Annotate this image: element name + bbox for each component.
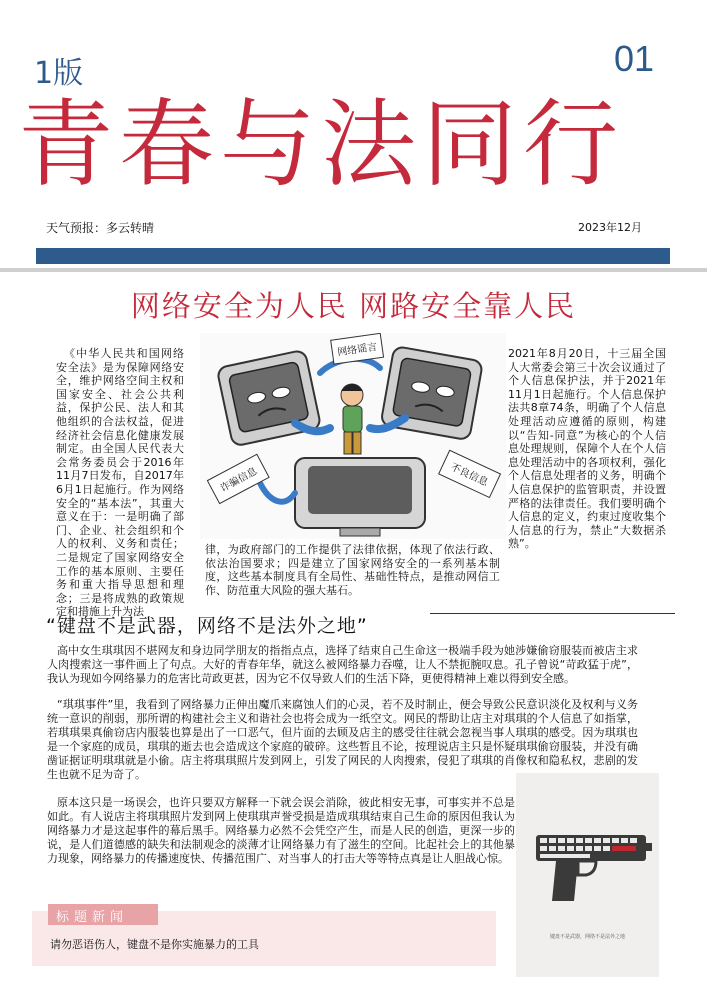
header-divider-line	[0, 268, 707, 272]
article-column-right: 2021年8月20日，十三届全国人大常委会第三十次会议通过了个人信息保护法，并于2021年11月1日起施行。个人信息保护法共8章74条，明确了个人信息处理活动应遵循的原则，构建以“告知-同意”为核心的个人信息处理规则，保障个人在个人信息处理活动中的各项权利，强化个人信息处理者的义务，明确个人信息保护的监管职责，并设置严格的法律责任。我们要明确个人信息的定义，约束过度收集个人信息的行为，禁止“大数据杀熟”。	[508, 347, 666, 551]
article-headline: 网络安全为人民 网路安全靠人民	[130, 289, 577, 323]
newspaper-title: 青春与法同行	[18, 90, 625, 200]
headline-news-text: 请勿恶语伤人，键盘不是你实施暴力的工具	[50, 938, 259, 951]
headline-news-tag-label: 标题新闻	[56, 910, 129, 925]
feature-paragraph-2: “琪琪事件”里，我看到了网络暴力正伸出魔爪来腐蚀人们的心灵，若不及时制止，便会导致公民意识淡化及权利与义务统一意识的削弱，那所谓的构建社会主义和谐社会也将会成为一纸空文。网民的帮助让店主对琪琪的个人信息了如指掌，若琪琪果真偷窃店内服装也算是出了一口恶气，但片面的去顾及店主的感受往往就会忽视当事人琪琪的感受。因为琪琪也是一个家庭的成员，琪琪的逝去也会造成这个家庭的破碎。这些暂且不论，按理说店主只是怀疑琪琪偷窃服装，并没有确凿证据证明琪琪就是小偷。店主将琪琪照片发到网上，引发了网民的人肉搜索，侵犯了琪琪的肖像权和隐私权，悲剧的发生也就不足为奇了。	[47, 698, 638, 781]
cartoon-illustration	[200, 333, 506, 539]
keyboard-gun-icon	[516, 773, 659, 977]
article-column-left: 《中华人民共和国网络安全法》是为保障网络安全，维护网络空间主权和国家安全、社会公共利益，保护公民、法人和其他组织的合法权益，促进经济社会信息化健康发展制定。由全国人民代表大会常务委员会于2016年11月7日发布，自2017年6月1日起施行。作为网络安全的“基本法”，其重大意义在于：一是明确了部门、企业、社会组织和个人的权利、义务和责任；二是规定了国家网络安全工作的基本原则、主要任务和重大指导思想和理念；三是将成熟的政策规定和措施上升为法	[56, 347, 184, 619]
keyboard-gun-poster	[516, 773, 659, 977]
weather-forecast: 天气预报：多云转晴	[46, 221, 155, 235]
label-bad-info: 不良信息	[448, 461, 490, 489]
edition-label: 1版	[34, 56, 84, 91]
label-scam: 诈骗信息	[218, 466, 260, 495]
feature-paragraph-3: 原本这只是一场误会，也许只要双方解释一下就会误会消除，彼此相安无事，可事实并不总是如此。有人说店主将琪琪照片发到网上使琪琪声誉受损是造成琪琪结束自己生命的原因但我认为网络暴力才是这起事件的幕后黑手。网络暴力必然不会凭空产生，而是人民的创造，更深一步的说，是人们道德感的缺失和法制观念的淡薄才让网络暴力有了滋生的空间。比起社会上的其他暴力现象，网络暴力的传播速度快、传播范围广、对当事人的打击大等等特点真是让人胆战心惊。	[47, 796, 515, 865]
feature-quote-title: “键盘不是武器，网络不是法外之地”	[46, 615, 368, 637]
label-rumor: 网络谣言	[336, 341, 378, 359]
header-divider-bar	[36, 248, 670, 264]
cartoon-monitors-image	[200, 333, 506, 539]
feature-paragraph-1: 高中女生琪琪因不堪网友和身边同学朋友的指指点点，选择了结束自己生命这一极端手段为她涉嫌偷窃服装而被店主求人肉搜索这一事件画上了句点。大好的青春年华，就这么被网络暴力吞噬，让人不禁扼腕叹息。孔子曾说“苛政猛于虎”，我认为现如今网络暴力的危害比苛政更甚，因为它不仅导致人们的生活下降，更使得精神上难以得到安全感。	[47, 644, 638, 685]
poster-caption: 键盘不是武器，网络不是法外之地	[549, 934, 625, 940]
quote-rule	[430, 613, 675, 614]
issue-date: 2023年12月	[578, 221, 642, 234]
issue-number: 01	[614, 38, 655, 79]
article-column-middle: 律，为政府部门的工作提供了法律依据，体现了依法行政、依法治国要求；四是建立了国家网络安全的一系列基本制度，这些基本制度具有全局性、基础性特点，是推动网信工作、防范重大风险的强大基石。	[205, 543, 500, 597]
